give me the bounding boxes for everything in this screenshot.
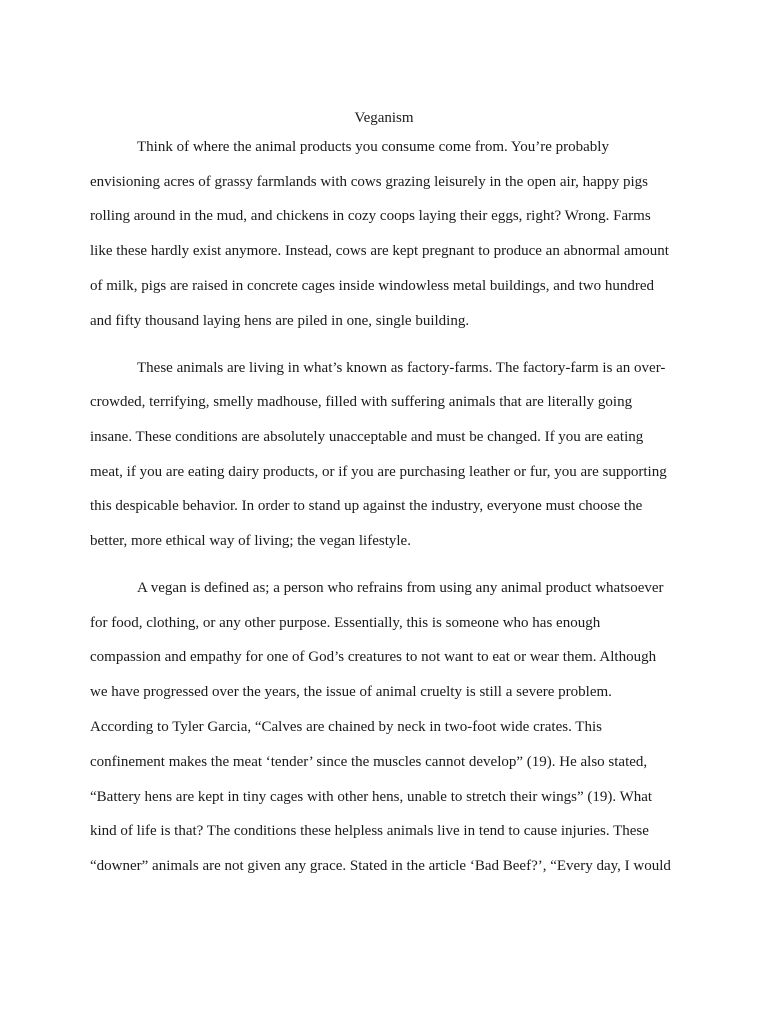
paragraph-2-line-6: better, more ethical way of living; the vegan lifestyle. <box>90 533 411 549</box>
paragraph-2-line-1: These animals are living in what’s known as factory-farms. The factory-farm is an over- <box>137 360 666 376</box>
paragraph-3-line-6: confinement makes the meat ‘tender’ since the muscles cannot develop” (19). He also stated, <box>90 754 648 770</box>
paragraph-2-line-5: this despicable behavior. In order to stand up against the industry, everyone must choose the <box>90 498 643 514</box>
paragraph-3-line-4: we have progressed over the years, the issue of animal cruelty is still a severe problem. <box>90 684 612 700</box>
paragraph-2-line-4: meat, if you are eating dairy products, or if you are purchasing leather or fur, you are supporting <box>90 464 667 480</box>
paragraph-1-line-2: envisioning acres of grassy farmlands with cows grazing leisurely in the open air, happy pigs <box>90 174 649 190</box>
paragraph-3-line-1: A vegan is defined as; a person who refrains from using any animal product whatsoever <box>137 580 664 596</box>
paragraph-2-line-3: insane. These conditions are absolutely unacceptable and must be changed. If you are eating <box>90 429 644 445</box>
paragraph-1-line-5: of milk, pigs are raised in concrete cages inside windowless metal buildings, and two hundred <box>90 278 655 294</box>
paragraph-3-line-8: kind of life is that? The conditions these helpless animals live in tend to cause injuries. These <box>90 823 649 839</box>
paragraph-3-line-2: for food, clothing, or any other purpose. Essentially, this is someone who has enough <box>90 615 601 631</box>
paragraph-3-line-3: compassion and empathy for one of God’s creatures to not want to eat or wear them. Although <box>90 649 657 665</box>
paragraph-3-line-7: “Battery hens are kept in tiny cages with other hens, unable to stretch their wings” (19). What <box>90 789 653 805</box>
paragraph-1-line-4: like these hardly exist anymore. Instead, cows are kept pregnant to produce an abnormal amount <box>90 243 669 259</box>
paragraph-2-line-2: crowded, terrifying, smelly madhouse, filled with suffering animals that are literally going <box>90 394 633 410</box>
document-title: Veganism <box>354 110 414 126</box>
paragraph-1-line-6: and fifty thousand laying hens are piled in one, single building. <box>90 313 470 329</box>
paragraph-1-line-1: Think of where the animal products you consume come from. You’re probably <box>137 139 609 155</box>
paragraph-3-line-9: “downer” animals are not given any grace. Stated in the article ‘Bad Beef?’, “Every day, I would <box>90 858 671 874</box>
paragraph-3-line-5: According to Tyler Garcia, “Calves are chained by neck in two-foot wide crates. This <box>90 719 602 735</box>
paragraph-1-line-3: rolling around in the mud, and chickens in cozy coops laying their eggs, right? Wrong. Farms <box>90 208 651 224</box>
